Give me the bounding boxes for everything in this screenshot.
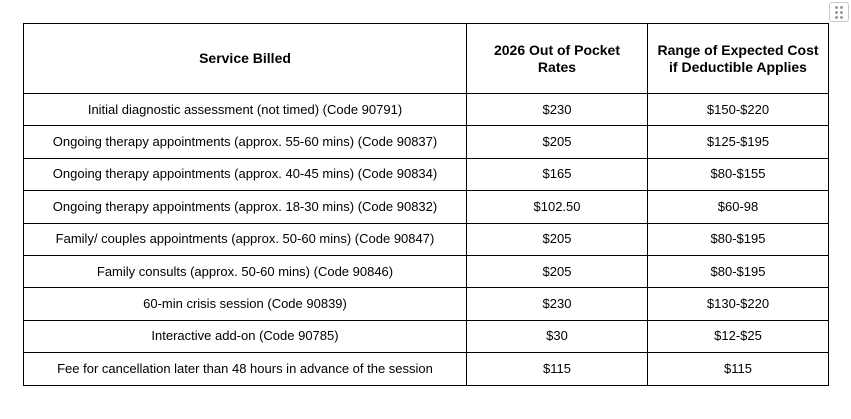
out-of-pocket-cell: $30	[467, 320, 648, 352]
table-row	[24, 126, 829, 158]
out-of-pocket-cell: $205	[467, 255, 648, 287]
table-row	[24, 353, 829, 385]
service-cell: 60-min crisis session (Code 90839)	[24, 288, 467, 320]
out-of-pocket-cell: $230	[467, 288, 648, 320]
service-cell: Ongoing therapy appointments (approx. 55-60 mins) (Code 90837)	[24, 126, 467, 158]
table-row	[24, 191, 829, 223]
service-cell: Family consults (approx. 50-60 mins) (Code 90846)	[24, 255, 467, 287]
out-of-pocket-cell: $205	[467, 126, 648, 158]
fee-schedule-table	[23, 23, 829, 386]
out-of-pocket-cell: $165	[467, 158, 648, 190]
table-row	[24, 94, 829, 126]
deductible-range-cell: $80-$195	[648, 255, 829, 287]
deductible-range-cell: $150-$220	[648, 94, 829, 126]
service-cell: Family/ couples appointments (approx. 50-60 mins) (Code 90847)	[24, 223, 467, 255]
deductible-range-cell: $80-$155	[648, 158, 829, 190]
column-header-service: Service Billed	[24, 24, 467, 94]
out-of-pocket-cell: $205	[467, 223, 648, 255]
table-row	[24, 223, 829, 255]
out-of-pocket-cell: $230	[467, 94, 648, 126]
table-row	[24, 158, 829, 190]
deductible-range-cell: $125-$195	[648, 126, 829, 158]
deductible-range-cell: $60-98	[648, 191, 829, 223]
service-cell: Interactive add-on (Code 90785)	[24, 320, 467, 352]
service-cell: Ongoing therapy appointments (approx. 18-30 mins) (Code 90832)	[24, 191, 467, 223]
out-of-pocket-cell: $102.50	[467, 191, 648, 223]
service-cell: Initial diagnostic assessment (not timed) (Code 90791)	[24, 94, 467, 126]
column-header-deductible-range: Range of Expected Cost if Deductible Applies	[648, 24, 829, 94]
deductible-range-cell: $80-$195	[648, 223, 829, 255]
service-cell: Fee for cancellation later than 48 hours in advance of the session	[24, 353, 467, 385]
deductible-range-cell: $12-$25	[648, 320, 829, 352]
deductible-range-cell: $115	[648, 353, 829, 385]
table-row	[24, 288, 829, 320]
service-cell: Ongoing therapy appointments (approx. 40-45 mins) (Code 90834)	[24, 158, 467, 190]
table-row	[24, 320, 829, 352]
out-of-pocket-cell: $115	[467, 353, 648, 385]
table-row	[24, 255, 829, 287]
drag-handle-icon[interactable]	[829, 2, 849, 22]
column-header-out-of-pocket: 2026 Out of Pocket Rates	[467, 24, 648, 94]
deductible-range-cell: $130-$220	[648, 288, 829, 320]
table-header-row	[24, 24, 829, 94]
